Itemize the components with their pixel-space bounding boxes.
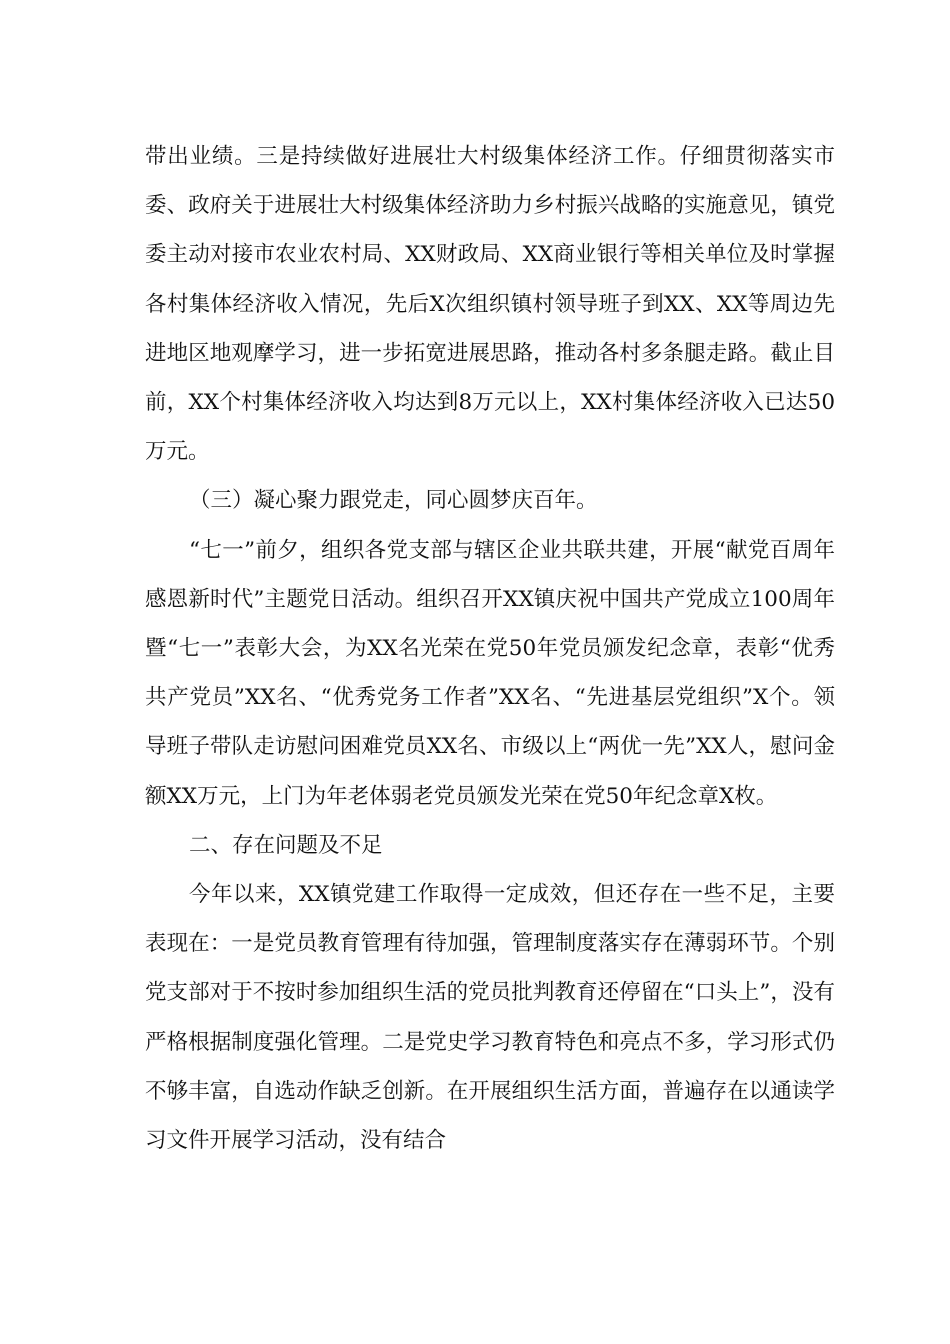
paragraph-july-first-activities: “七一”前夕，组织各党支部与辖区企业共联共建，开展“献党百周年 感恩新时代”主题党日活动。组织召开XX镇庆祝中国共产党成立100周年暨“七一”表彰大会，为XX名光荣在党50年党员颁发纪念章，表彰“优秀共产党员”XX名、“优秀党务工作者”XX名、“先进基层党组织”X个。领导班子带队走访慰问困难党员XX名、市级以上“两优一先”XX人，慰问金额XX万元，上门为年老体弱老党员颁发光荣在党50年纪念章X枚。 (145, 537, 835, 809)
paragraph-problems-shortcomings: 今年以来，XX镇党建工作取得一定成效，但还存在一些不足，主要表现在：一是党员教育管理有待加强，管理制度落实存在薄弱环节。个别党支部对于不按时参加组织生活的党员批判教育还停留在“口头上”，没有严格根据制度强化管理。二是党史学习教育特色和亮点不多，学习形式仍不够丰富，自选动作缺乏创新。在开展组织生活方面，普遍存在以通读学习文件开展学习活动，没有结合 (145, 882, 835, 1154)
section-heading-problems: 二、存在问题及不足 (189, 832, 383, 858)
paragraph-village-collective-economy: 带出业绩。三是持续做好进展壮大村级集体经济工作。仔细贯彻落实市委、政府关于进展壮大村级集体经济助力乡村振兴战略的实施意见，镇党委主动对接市农业农村局、XX财政局、XX商业银行等相关单位及时掌握各村集体经济收入情况，先后X次组织镇村领导班子到XX、XX等周边先进地区地观摩学习，进一步拓宽进展思路，推动各村多条腿走路。截止目前，XX个村集体经济收入均达到8万元以上，XX村集体经济收入已达50万元。 (145, 144, 835, 465)
section-heading-three: （三）凝心聚力跟党走，同心圆梦庆百年。 (189, 488, 598, 514)
document-body (145, 132, 835, 1165)
